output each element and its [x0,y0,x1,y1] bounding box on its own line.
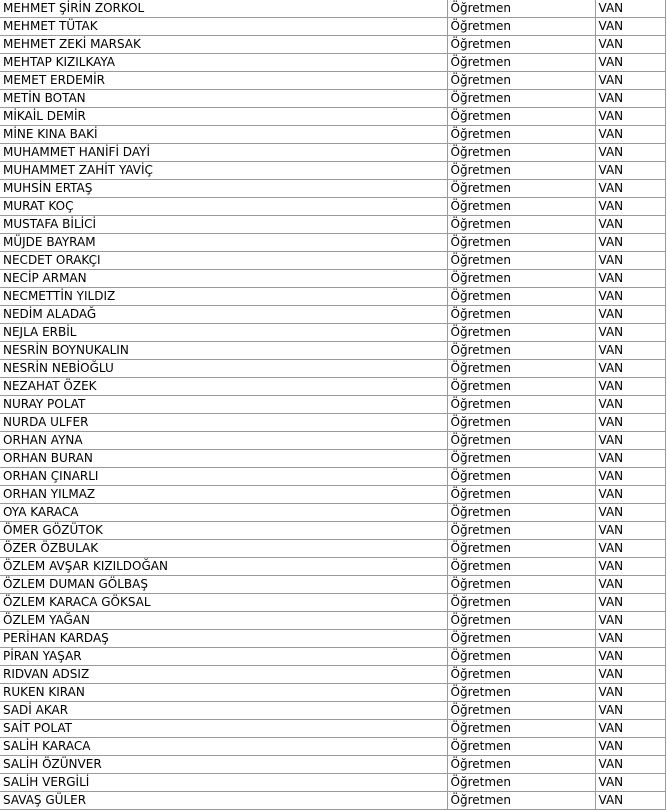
cell-name: MİKAİL DEMİR [0,108,447,126]
table-row [0,738,665,756]
table-row [0,270,665,288]
cell-name: MEHTAP KIZILKAYA [0,54,447,72]
cell-role: Öğretmen [447,18,595,36]
cell-name: ÖZER ÖZBULAK [0,540,447,558]
cell-name: ÖZLEM KARACA GÖKSAL [0,594,447,612]
table-row [0,108,665,126]
cell-name: SALİH KARACA [0,738,447,756]
table-row [0,504,665,522]
cell-city: VAN [595,144,665,162]
cell-role: Öğretmen [447,432,595,450]
cell-role: Öğretmen [447,558,595,576]
table-row [0,756,665,774]
cell-city: VAN [595,180,665,198]
cell-city: VAN [595,54,665,72]
cell-role: Öğretmen [447,108,595,126]
table-row [0,666,665,684]
cell-city: VAN [595,18,665,36]
table-row [0,648,665,666]
cell-name: MEHMET ŞİRİN ZORKOL [0,0,447,18]
cell-city: VAN [595,468,665,486]
table-row [0,558,665,576]
cell-role: Öğretmen [447,576,595,594]
cell-role: Öğretmen [447,648,595,666]
table-row [0,0,665,18]
cell-city: VAN [595,450,665,468]
cell-city: VAN [595,90,665,108]
cell-role: Öğretmen [447,306,595,324]
cell-city: VAN [595,792,665,810]
table-row [0,450,665,468]
table-row [0,162,665,180]
table-row [0,774,665,792]
cell-role: Öğretmen [447,612,595,630]
cell-name: NURDA ULFER [0,414,447,432]
table-row [0,720,665,738]
cell-city: VAN [595,666,665,684]
cell-city: VAN [595,684,665,702]
table-row [0,486,665,504]
table-row [0,702,665,720]
cell-role: Öğretmen [447,504,595,522]
cell-name: ÖZLEM YAĞAN [0,612,447,630]
cell-role: Öğretmen [447,684,595,702]
cell-name: RUKEN KIRAN [0,684,447,702]
table-row [0,18,665,36]
cell-name: NEJLA ERBİL [0,324,447,342]
cell-city: VAN [595,270,665,288]
cell-name: MEHMET TÜTAK [0,18,447,36]
cell-city: VAN [595,630,665,648]
cell-role: Öğretmen [447,702,595,720]
cell-role: Öğretmen [447,756,595,774]
cell-name: SAVAŞ GÜLER [0,792,447,810]
cell-city: VAN [595,522,665,540]
cell-name: ÖZLEM DUMAN GÖLBAŞ [0,576,447,594]
cell-role: Öğretmen [447,90,595,108]
cell-name: MEMET ERDEMİR [0,72,447,90]
cell-role: Öğretmen [447,360,595,378]
cell-name: ORHAN YILMAZ [0,486,447,504]
cell-role: Öğretmen [447,396,595,414]
cell-name: MEHMET ZEKİ MARSAK [0,36,447,54]
table-row [0,522,665,540]
table-row [0,90,665,108]
cell-role: Öğretmen [447,666,595,684]
table-row [0,396,665,414]
cell-name: MUHAMMET ZAHİT YAVİÇ [0,162,447,180]
cell-city: VAN [595,774,665,792]
table-row [0,594,665,612]
cell-city: VAN [595,738,665,756]
table-row [0,378,665,396]
cell-city: VAN [595,504,665,522]
cell-city: VAN [595,612,665,630]
cell-role: Öğretmen [447,774,595,792]
table-row [0,792,665,810]
cell-role: Öğretmen [447,738,595,756]
cell-city: VAN [595,306,665,324]
table-row [0,414,665,432]
cell-role: Öğretmen [447,792,595,810]
cell-name: NESRİN BOYNUKALIN [0,342,447,360]
cell-city: VAN [595,432,665,450]
cell-city: VAN [595,576,665,594]
cell-name: NECMETTİN YILDIZ [0,288,447,306]
cell-name: NECİP ARMAN [0,270,447,288]
cell-name: MUHSİN ERTAŞ [0,180,447,198]
cell-city: VAN [595,648,665,666]
cell-name: RIDVAN ADSIZ [0,666,447,684]
cell-role: Öğretmen [447,630,595,648]
cell-city: VAN [595,360,665,378]
table-row [0,324,665,342]
table-row [0,432,665,450]
cell-role: Öğretmen [447,180,595,198]
cell-role: Öğretmen [447,126,595,144]
cell-role: Öğretmen [447,144,595,162]
cell-role: Öğretmen [447,54,595,72]
cell-city: VAN [595,558,665,576]
table-row [0,540,665,558]
cell-role: Öğretmen [447,216,595,234]
cell-role: Öğretmen [447,342,595,360]
cell-name: NESRİN NEBİOĞLU [0,360,447,378]
cell-role: Öğretmen [447,234,595,252]
table-row [0,180,665,198]
cell-city: VAN [595,378,665,396]
table-row [0,252,665,270]
cell-city: VAN [595,0,665,18]
cell-city: VAN [595,108,665,126]
cell-name: ORHAN AYNA [0,432,447,450]
table-row [0,234,665,252]
cell-name: ORHAN BURAN [0,450,447,468]
cell-name: ÖZLEM AVŞAR KIZILDOĞAN [0,558,447,576]
cell-role: Öğretmen [447,414,595,432]
cell-city: VAN [595,198,665,216]
table-row [0,216,665,234]
cell-name: SAİT POLAT [0,720,447,738]
table-row [0,342,665,360]
cell-role: Öğretmen [447,468,595,486]
cell-city: VAN [595,162,665,180]
table-row [0,468,665,486]
cell-city: VAN [595,126,665,144]
cell-name: NECDET ORAKÇI [0,252,447,270]
table-row [0,576,665,594]
table-row [0,72,665,90]
cell-name: ÖMER GÖZÜTOK [0,522,447,540]
table-row [0,306,665,324]
cell-city: VAN [595,702,665,720]
cell-name: ORHAN ÇINARLI [0,468,447,486]
cell-role: Öğretmen [447,72,595,90]
table-row [0,630,665,648]
table-row [0,54,665,72]
cell-city: VAN [595,36,665,54]
cell-name: METİN BOTAN [0,90,447,108]
cell-city: VAN [595,72,665,90]
cell-role: Öğretmen [447,162,595,180]
cell-role: Öğretmen [447,198,595,216]
cell-name: SADİ AKAR [0,702,447,720]
cell-city: VAN [595,486,665,504]
cell-city: VAN [595,414,665,432]
table-row [0,144,665,162]
table-row [0,360,665,378]
cell-city: VAN [595,720,665,738]
cell-city: VAN [595,216,665,234]
cell-role: Öğretmen [447,0,595,18]
cell-city: VAN [595,252,665,270]
cell-name: NURAY POLAT [0,396,447,414]
cell-city: VAN [595,234,665,252]
table-row [0,684,665,702]
cell-name: NEZAHAT ÖZEK [0,378,447,396]
cell-role: Öğretmen [447,486,595,504]
cell-city: VAN [595,756,665,774]
cell-role: Öğretmen [447,540,595,558]
table-row [0,288,665,306]
cell-role: Öğretmen [447,288,595,306]
table-row [0,126,665,144]
cell-name: OYA KARACA [0,504,447,522]
cell-role: Öğretmen [447,522,595,540]
cell-name: MUHAMMET HANİFİ DAYİ [0,144,447,162]
cell-city: VAN [595,288,665,306]
cell-name: NEDİM ALADAĞ [0,306,447,324]
cell-city: VAN [595,324,665,342]
cell-role: Öğretmen [447,594,595,612]
cell-city: VAN [595,342,665,360]
cell-name: MURAT KOÇ [0,198,447,216]
cell-role: Öğretmen [447,378,595,396]
cell-role: Öğretmen [447,720,595,738]
cell-name: MUSTAFA BİLİCİ [0,216,447,234]
cell-city: VAN [595,594,665,612]
cell-name: MÜJDE BAYRAM [0,234,447,252]
cell-role: Öğretmen [447,450,595,468]
cell-role: Öğretmen [447,252,595,270]
cell-city: VAN [595,396,665,414]
cell-role: Öğretmen [447,324,595,342]
cell-name: SALİH ÖZÜNVER [0,756,447,774]
table-row [0,36,665,54]
cell-name: PERİHAN KARDAŞ [0,630,447,648]
table-row [0,612,665,630]
cell-name: MİNE KINA BAKİ [0,126,447,144]
cell-name: SALİH VERGİLİ [0,774,447,792]
cell-city: VAN [595,540,665,558]
cell-role: Öğretmen [447,36,595,54]
table-row [0,198,665,216]
cell-name: PİRAN YAŞAR [0,648,447,666]
cell-role: Öğretmen [447,270,595,288]
